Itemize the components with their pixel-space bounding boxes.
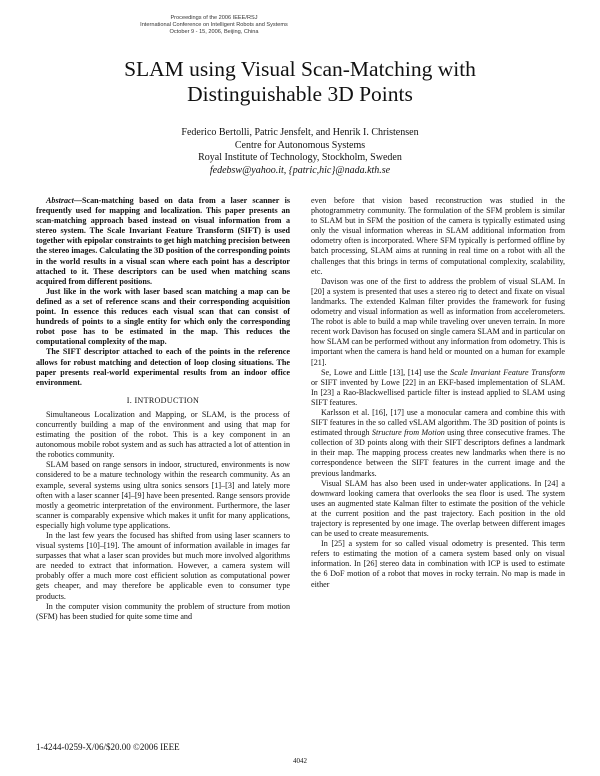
author-emails: fedebsw@yahoo.it, {patric,hic}@nada.kth.se <box>209 164 391 176</box>
title-line-1: SLAM using Visual Scan-Matching with <box>124 57 476 81</box>
right-p4-em: Structure from Motion <box>371 428 445 438</box>
right-column <box>311 196 565 590</box>
abstract-lead: Abstract <box>46 196 74 205</box>
abstract-paragraph-3: The SIFT descriptor attached to each of the points in the reference allows for robust matching and detection of loop closing situations. The paper presents real-world experimental results from an indoor office environment. <box>36 347 290 387</box>
intro-paragraph-2: SLAM based on range sensors in indoor, structured, environments is now considered to be a mature technology within the research community. As an example, several systems using ultra sonics sensors [1]–[3] and lately more often with a laser scanner [4]–[9] have been presented. Range sensors provide mostly a geometric interpretation of the environment. Furthermore, the laser scanner is comparably expensive which makes it unfit for many applications, especially high volume type applications. <box>36 460 290 530</box>
abstract-paragraph-2: Just like in the work with laser based scan matching a map can be defined as a set of reference scans and their corresponding acquisition point. In essence this reduces each visual scan that can consist of hundreds of points to a single entity for which only the corresponding robot pose has to be estimated in the map. This reduces the computational complexity of the map. <box>36 286 290 347</box>
abstract <box>36 196 290 388</box>
right-paragraph-6: In [25] a system for so called visual odometry is presented. This term refers to estimating the motion of a camera system based only on visual information. In [26] stereo data in combination with ICP is used to estimate the 6 DoF motion of a robot that moves in rocky terrain. No map is made in either <box>311 539 565 589</box>
right-p3-a: Se, Lowe and Little [13], [14] use the <box>321 367 451 377</box>
right-paragraph-2: Davison was one of the first to address the problem of visual SLAM. In [20] a system is presented that uses a stereo rig to detect and fixate on visual landmarks. The extended Kalman filter provides the framework for fusing odometry and visual information as well as information from accelerometers. The robot is able to build a map while traveling over uneven terrain. In more recent work Davison has focused on single camera SLAM and in particular on how SLAM can be performed without any information from odometry. This is important when the camera is hand held or mounted on a human for example [21]. <box>311 276 565 367</box>
right-paragraph-1: even before that vision based reconstruction was studied in the photogrammetry community. The formulation of the SFM problem is similar to SLAM but in SFM the position of the camera is typically estimated using only the visual information whereas in SLAM additional information from odometry often is incorporated. Where SFM typically is performed offline by batch processing, SLAM aims at running in real time on a robot with all the challenges that this brings in terms of computational complexity, scalability, etc. <box>311 196 565 276</box>
intro-paragraph-4: In the computer vision community the problem of structure from motion (SFM) has been studied for quite some time and <box>36 601 290 621</box>
author-centre: Centre for Autonomous Systems <box>234 139 366 151</box>
isbn-line: 1-4244-0259-X/06/$20.00 ©2006 IEEE <box>36 742 180 752</box>
conference-line-1: Proceedings of the 2006 IEEE/RSJ <box>170 15 258 21</box>
intro-paragraph-3: In the last few years the focused has shifted from using laser scanners to visual systems [10]–[19]. The amount of information available in images far surpasses that what a laser scan provides but much more involved algorithms are needed to extract that information. However, a camera system will probably offer a much more cost efficient solution as computational power gets cheaper, and may therefore be applicable even to consumer type products. <box>36 531 290 601</box>
page-number: 4042 <box>293 757 307 765</box>
paper-title <box>40 57 560 107</box>
author-names: Federico Bertolli, Patric Jensfelt, and Henrik I. Christensen <box>181 127 419 138</box>
right-p3-b: or SIFT invented by Lowe [22] in an EKF-based implementation of SLAM. In [23] a Rao-Blackwellised particle filter is instead applied to SLAM using SIFT features. <box>311 377 565 407</box>
right-p4-a: Karlsson et al. [16], [17] use a monocular camera and combine this with SIFT features in the so called vSLAM algorithm. The 3D position of points is estimated through <box>311 407 565 438</box>
author-block <box>40 127 560 177</box>
author-institute: Royal Institute of Technology, Stockholm, Sweden <box>198 152 402 163</box>
left-column <box>36 196 290 622</box>
title-line-2: Distinguishable 3D Points <box>187 82 413 106</box>
conference-line-3: October 9 - 15, 2006, Beijing, China <box>169 29 259 36</box>
conference-header <box>64 15 364 37</box>
right-paragraph-3 <box>311 368 565 408</box>
right-p4-b: using three consecutive frames. The collection of 3D points along with their SIFT descriptors defines a landmark in their map. The mapping process creates new landmarks when there is no correspondence between the SIFT features in the current image and the previous landmarks. <box>311 428 565 478</box>
abstract-text-1: —Scan-matching based on data from a laser scanner is frequently used for mapping and localization. This paper presents an scan-matching approach based instead on visual information from a stereo system. The Scale Invariant Feature Transform (SIFT) is used together with epipolar constraints to get high matching precision between the stereo images. Calculating the 3D position of the corresponding points in the world results in a visual scan where each point has a descriptor attached to it. These descriptors can be used when matching scans acquired from different positions. <box>36 196 290 286</box>
conference-line-2: International Conference on Intelligent Robots and Systems <box>140 22 288 29</box>
right-paragraph-4 <box>311 408 565 479</box>
section-heading-introduction: I. INTRODUCTION <box>126 395 200 405</box>
right-p3-em: Scale Invariant Feature Transform <box>450 367 566 377</box>
right-paragraph-5: Visual SLAM has also been used in under-water applications. In [24] a downward looking camera that overlooks the sea floor is used. The system uses an augmented state Kalman filter to estimate the position of the vehicle at the current position and the past trajectory. Each position in the old trajectory is represented by one image. The overlap between different images can be used to create measurements. <box>311 478 565 539</box>
intro-paragraph-1: Simultaneous Localization and Mapping, or SLAM, is the process of concurrently building a map of the environment and using that map for estimating the position of the robot. This is a key component in an autonomous mobile robot system and as such has attracted a lot of attention in the robotics community. <box>36 409 290 460</box>
abstract-paragraph-1 <box>36 196 290 287</box>
